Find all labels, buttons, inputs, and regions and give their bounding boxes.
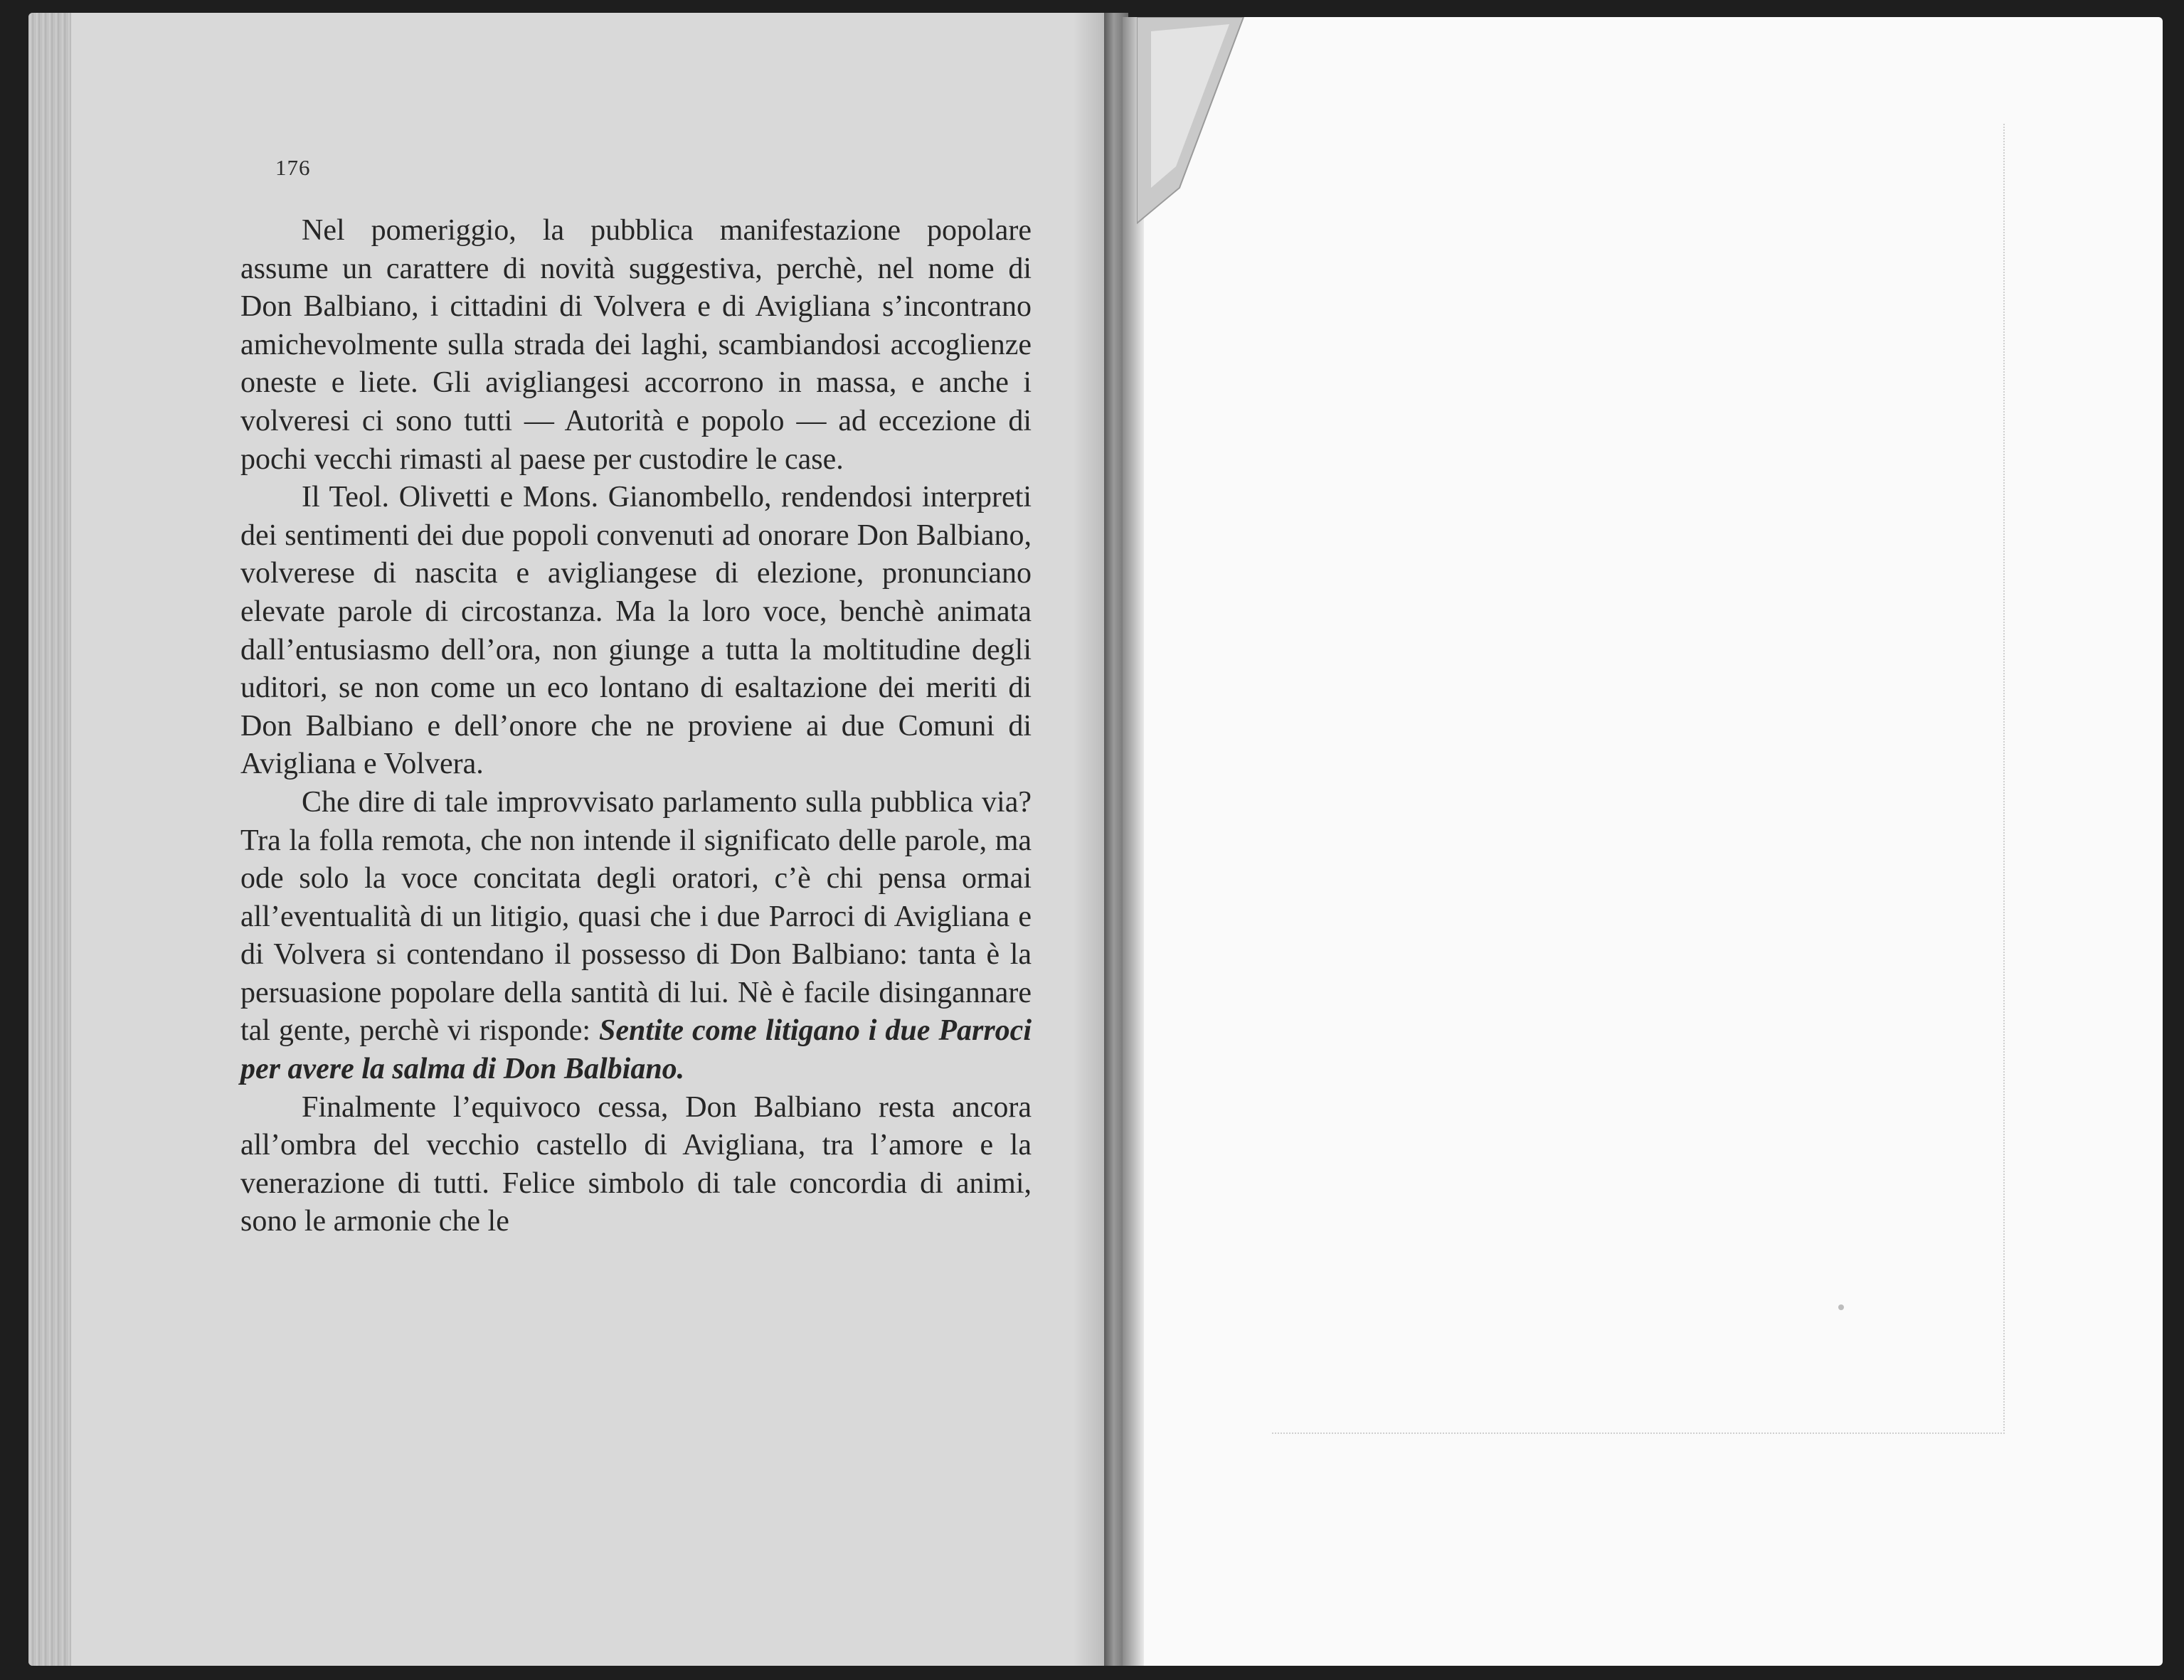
right-page (1123, 17, 2163, 1666)
paper-speck (1838, 1304, 1844, 1310)
page-edge-stack (28, 13, 71, 1666)
torn-paper-corner (1137, 17, 1279, 230)
paragraph (240, 784, 1032, 1089)
left-page (28, 13, 1115, 1666)
blank-plate-area (1272, 124, 2005, 1434)
page-inner-edge (1123, 17, 1144, 1666)
page-number: 176 (275, 155, 311, 180)
paragraph: Il Teol. Olivetti e Mons. Gianombello, rendendosi interpreti dei sentimenti dei due popoli convenuti ad onorare Don Balbiano, volverese di nascita e avigliangese di elezione, pronunciano elevate parole di circostanza. Ma la loro voce, benchè animata dall’entusiasmo dell’ora, non giunge a tutta la moltitudine degli uditori, se non come un eco lontano di esaltazione dei meriti di Don Balbiano e dell’onore che ne proviene ai due Comuni di Avigliana e Volvera. (240, 481, 1032, 781)
paragraph: Finalmente l’equivoco cessa, Don Balbiano resta ancora all’ombra del vecchio castello di Avigliana, tra l’amore e la venerazione di tutti. Felice simbolo di tale concordia di animi, sono le armonie che le (240, 1090, 1032, 1238)
italic-quote: Sentite come litigano i due Parroci per avere la salma di Don Balbiano. (240, 1014, 1032, 1086)
paragraph: Nel pomeriggio, la pubblica manifestazione popolare assume un carattere di novità suggestiva, perchè, nel nome di Don Balbiano, i cittadini di Volvera e di Avigliana s’incontrano amichevolmente sulla strada dei laghi, scambiandosi accoglienze oneste e liete. Gli avigliangesi accorrono in massa, e anche i volveresi ci sono tutti — Autorità e popolo — ad eccezione di pochi vecchi rimasti al paese per custodire le case. (240, 214, 1032, 476)
paragraph-text: Che dire di tale improvvisato parlamento sulla pubblica via? Tra la folla remota, che non intende il significato delle parole, ma ode solo la voce concitata degli oratori, c’è chi pensa ormai all’eventualità di un litigio, quasi che i due Parroci di Avigliana e di Volvera si contendano il possesso di Don Balbiano: tanta è la persuasione popolare della santità di lui. Nè è facile disingannare tal gente, perchè vi risponde: (240, 785, 1032, 1048)
body-text (240, 212, 1032, 1241)
